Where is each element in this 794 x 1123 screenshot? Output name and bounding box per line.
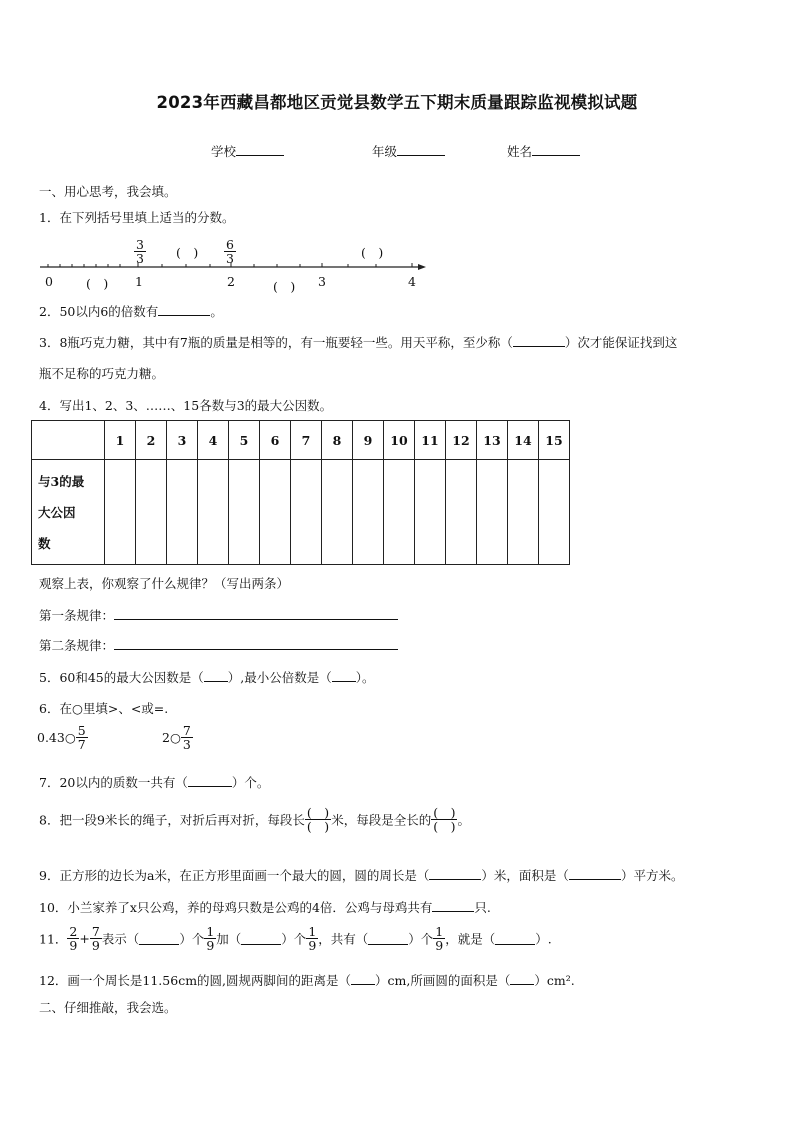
- tick-label: 2: [227, 274, 235, 289]
- fraction: $\frac{1}{9}$: [435, 924, 444, 954]
- table-cell: 1: [105, 421, 136, 460]
- q3-line2: 瓶不足称的巧克力糖。: [39, 366, 165, 381]
- answer-cell[interactable]: [384, 460, 415, 565]
- q11: 11． $\frac{2}{9}$ + $\frac{7}{9}$ 表示（ ）个 $\frac{1}{9}$ 加（ ）个 $\frac{1}{9}$ ，共有（ ）个 $\frac{1}{9}$ ，就是（ ）.: [39, 924, 552, 954]
- table-cell: 3: [167, 421, 198, 460]
- answer-cell[interactable]: [446, 460, 477, 565]
- table-cell: 6: [260, 421, 291, 460]
- answer-cell[interactable]: [260, 460, 291, 565]
- school-label: 学校: [211, 144, 237, 159]
- table-cell: 13: [477, 421, 508, 460]
- q4-text: 4．写出1、2、3、……、15各数与3的最大公因数。: [39, 398, 333, 413]
- answer-cell[interactable]: [539, 460, 570, 565]
- answer-cell[interactable]: [353, 460, 384, 565]
- q4-observe: 观察上表，你观察了什么规律？（写出两条）: [39, 576, 290, 591]
- answer-blank[interactable]: [139, 932, 179, 945]
- fraction: $\frac{1}{9}$: [308, 924, 317, 954]
- answer-cell[interactable]: [229, 460, 260, 565]
- table-cell: 10: [384, 421, 415, 460]
- table-cell: 11: [415, 421, 446, 460]
- section2-heading: 二、仔细推敲，我会选。: [39, 1000, 177, 1015]
- answer-blank[interactable]: [510, 972, 534, 985]
- tick-label: 3: [318, 274, 326, 289]
- q5: 5．60和45的最大公因数是（ ）,最小公倍数是（ ）。: [39, 670, 375, 685]
- table-cell: 5: [229, 421, 260, 460]
- q10: 10．小兰家养了x只公鸡，养的母鸡只数是公鸡的4倍．公鸡与母鸡共有 只.: [39, 900, 491, 915]
- arrow-icon: [418, 264, 426, 270]
- q6-compare-2: 2○ $\frac{7}{3}$: [162, 723, 191, 753]
- tick-label: 4: [408, 274, 416, 289]
- tick-label: 1: [135, 274, 143, 289]
- gcd-table: [31, 420, 570, 565]
- answer-cell[interactable]: [291, 460, 322, 565]
- answer-blank[interactable]: [241, 932, 281, 945]
- q3-line1: 3．8瓶巧克力糖，其中有7瓶的质量是相等的，有一瓶要轻一些。用天平称，至少称（ ）次才能保证找到这: [39, 335, 678, 350]
- row-label: 与3的最 大公因 数: [32, 460, 105, 565]
- table-cell: 4: [198, 421, 229, 460]
- tick-label: 0: [45, 274, 53, 289]
- q12: 12．画一个周长是11.56cm的圆,圆规两脚间的距离是（ ）cm,所画圆的面积是（ ）cm².: [39, 973, 575, 988]
- answer-blank[interactable]: [368, 932, 408, 945]
- table-row: [32, 421, 570, 460]
- blank-fraction[interactable]: $\frac{( )}{( )}$: [433, 805, 456, 835]
- blank-paren[interactable]: ( ): [361, 245, 384, 260]
- name-label: 姓名: [507, 144, 533, 159]
- q1-text: 1．在下列括号里填上适当的分数。: [39, 210, 235, 225]
- table-cell: 14: [508, 421, 539, 460]
- table-cell: 12: [446, 421, 477, 460]
- answer-cell[interactable]: [415, 460, 446, 565]
- table-cell: 9: [353, 421, 384, 460]
- answer-blank[interactable]: [429, 867, 481, 880]
- answer-blank[interactable]: [204, 669, 228, 682]
- rule1: 第一条规律：: [39, 606, 398, 624]
- answer-cell[interactable]: [167, 460, 198, 565]
- blank-paren[interactable]: ( ): [176, 245, 199, 260]
- answer-cell[interactable]: [322, 460, 353, 565]
- blank-paren[interactable]: ( ): [273, 279, 296, 294]
- answer-blank[interactable]: [495, 932, 535, 945]
- table-cell: 2: [136, 421, 167, 460]
- answer-cell[interactable]: [508, 460, 539, 565]
- q7: 7．20以内的质数一共有（ ）个。: [39, 775, 270, 790]
- q9: 9．正方形的边长为a米，在正方形里面画一个最大的圆，圆的周长是（ ）米，面积是（ ）平方米。: [39, 868, 684, 883]
- grade-label: 年级: [372, 144, 398, 159]
- table-cell: 15: [539, 421, 570, 460]
- table-cell: 7: [291, 421, 322, 460]
- table-row: [32, 460, 570, 565]
- blank-paren[interactable]: ( ): [86, 276, 109, 291]
- q6-text: 6．在○里填>、<或=.: [39, 701, 169, 716]
- fraction: $\frac{2}{9}$: [69, 924, 78, 954]
- table-cell: [32, 421, 105, 460]
- table-cell: 8: [322, 421, 353, 460]
- answer-cell[interactable]: [105, 460, 136, 565]
- answer-cell[interactable]: [198, 460, 229, 565]
- q8: 8．把一段9米长的绳子，对折后再对折，每段长 $\frac{( )}{( )}$ 米，每段是全长的 $\frac{( )}{( )}$ 。: [39, 805, 470, 835]
- fraction: $\frac{7}{3}$: [182, 723, 191, 753]
- answer-blank[interactable]: [351, 972, 375, 985]
- blank-fraction[interactable]: $\frac{( )}{( )}$: [306, 805, 330, 835]
- fraction-3-3: $\frac{3}{3}$: [136, 237, 144, 267]
- fraction: $\frac{1}{9}$: [206, 924, 215, 954]
- answer-cell[interactable]: [136, 460, 167, 565]
- grade-field[interactable]: [372, 142, 445, 160]
- answer-line[interactable]: [114, 607, 398, 620]
- rule2: 第二条规律：: [39, 636, 398, 654]
- answer-blank[interactable]: [188, 774, 232, 787]
- fraction: $\frac{7}{9}$: [91, 924, 100, 954]
- q6-compare-1: 0.43○ $\frac{5}{7}$: [37, 723, 86, 753]
- answer-line[interactable]: [114, 637, 398, 650]
- answer-blank[interactable]: [158, 303, 210, 316]
- fraction: $\frac{5}{7}$: [77, 723, 86, 753]
- answer-blank[interactable]: [332, 669, 356, 682]
- answer-blank[interactable]: [513, 334, 565, 347]
- q2: 2．50以内6的倍数有 。: [39, 304, 223, 319]
- fraction-6-3: $\frac{6}{3}$: [226, 237, 234, 267]
- answer-cell[interactable]: [477, 460, 508, 565]
- answer-blank[interactable]: [569, 867, 621, 880]
- school-field[interactable]: [211, 142, 284, 160]
- answer-blank[interactable]: [432, 899, 474, 912]
- page-title: 2023年西藏昌都地区贡觉县数学五下期末质量跟踪监视模拟试题: [156, 93, 638, 112]
- name-field[interactable]: [507, 142, 580, 160]
- section1-heading: 一、用心思考，我会填。: [39, 184, 177, 199]
